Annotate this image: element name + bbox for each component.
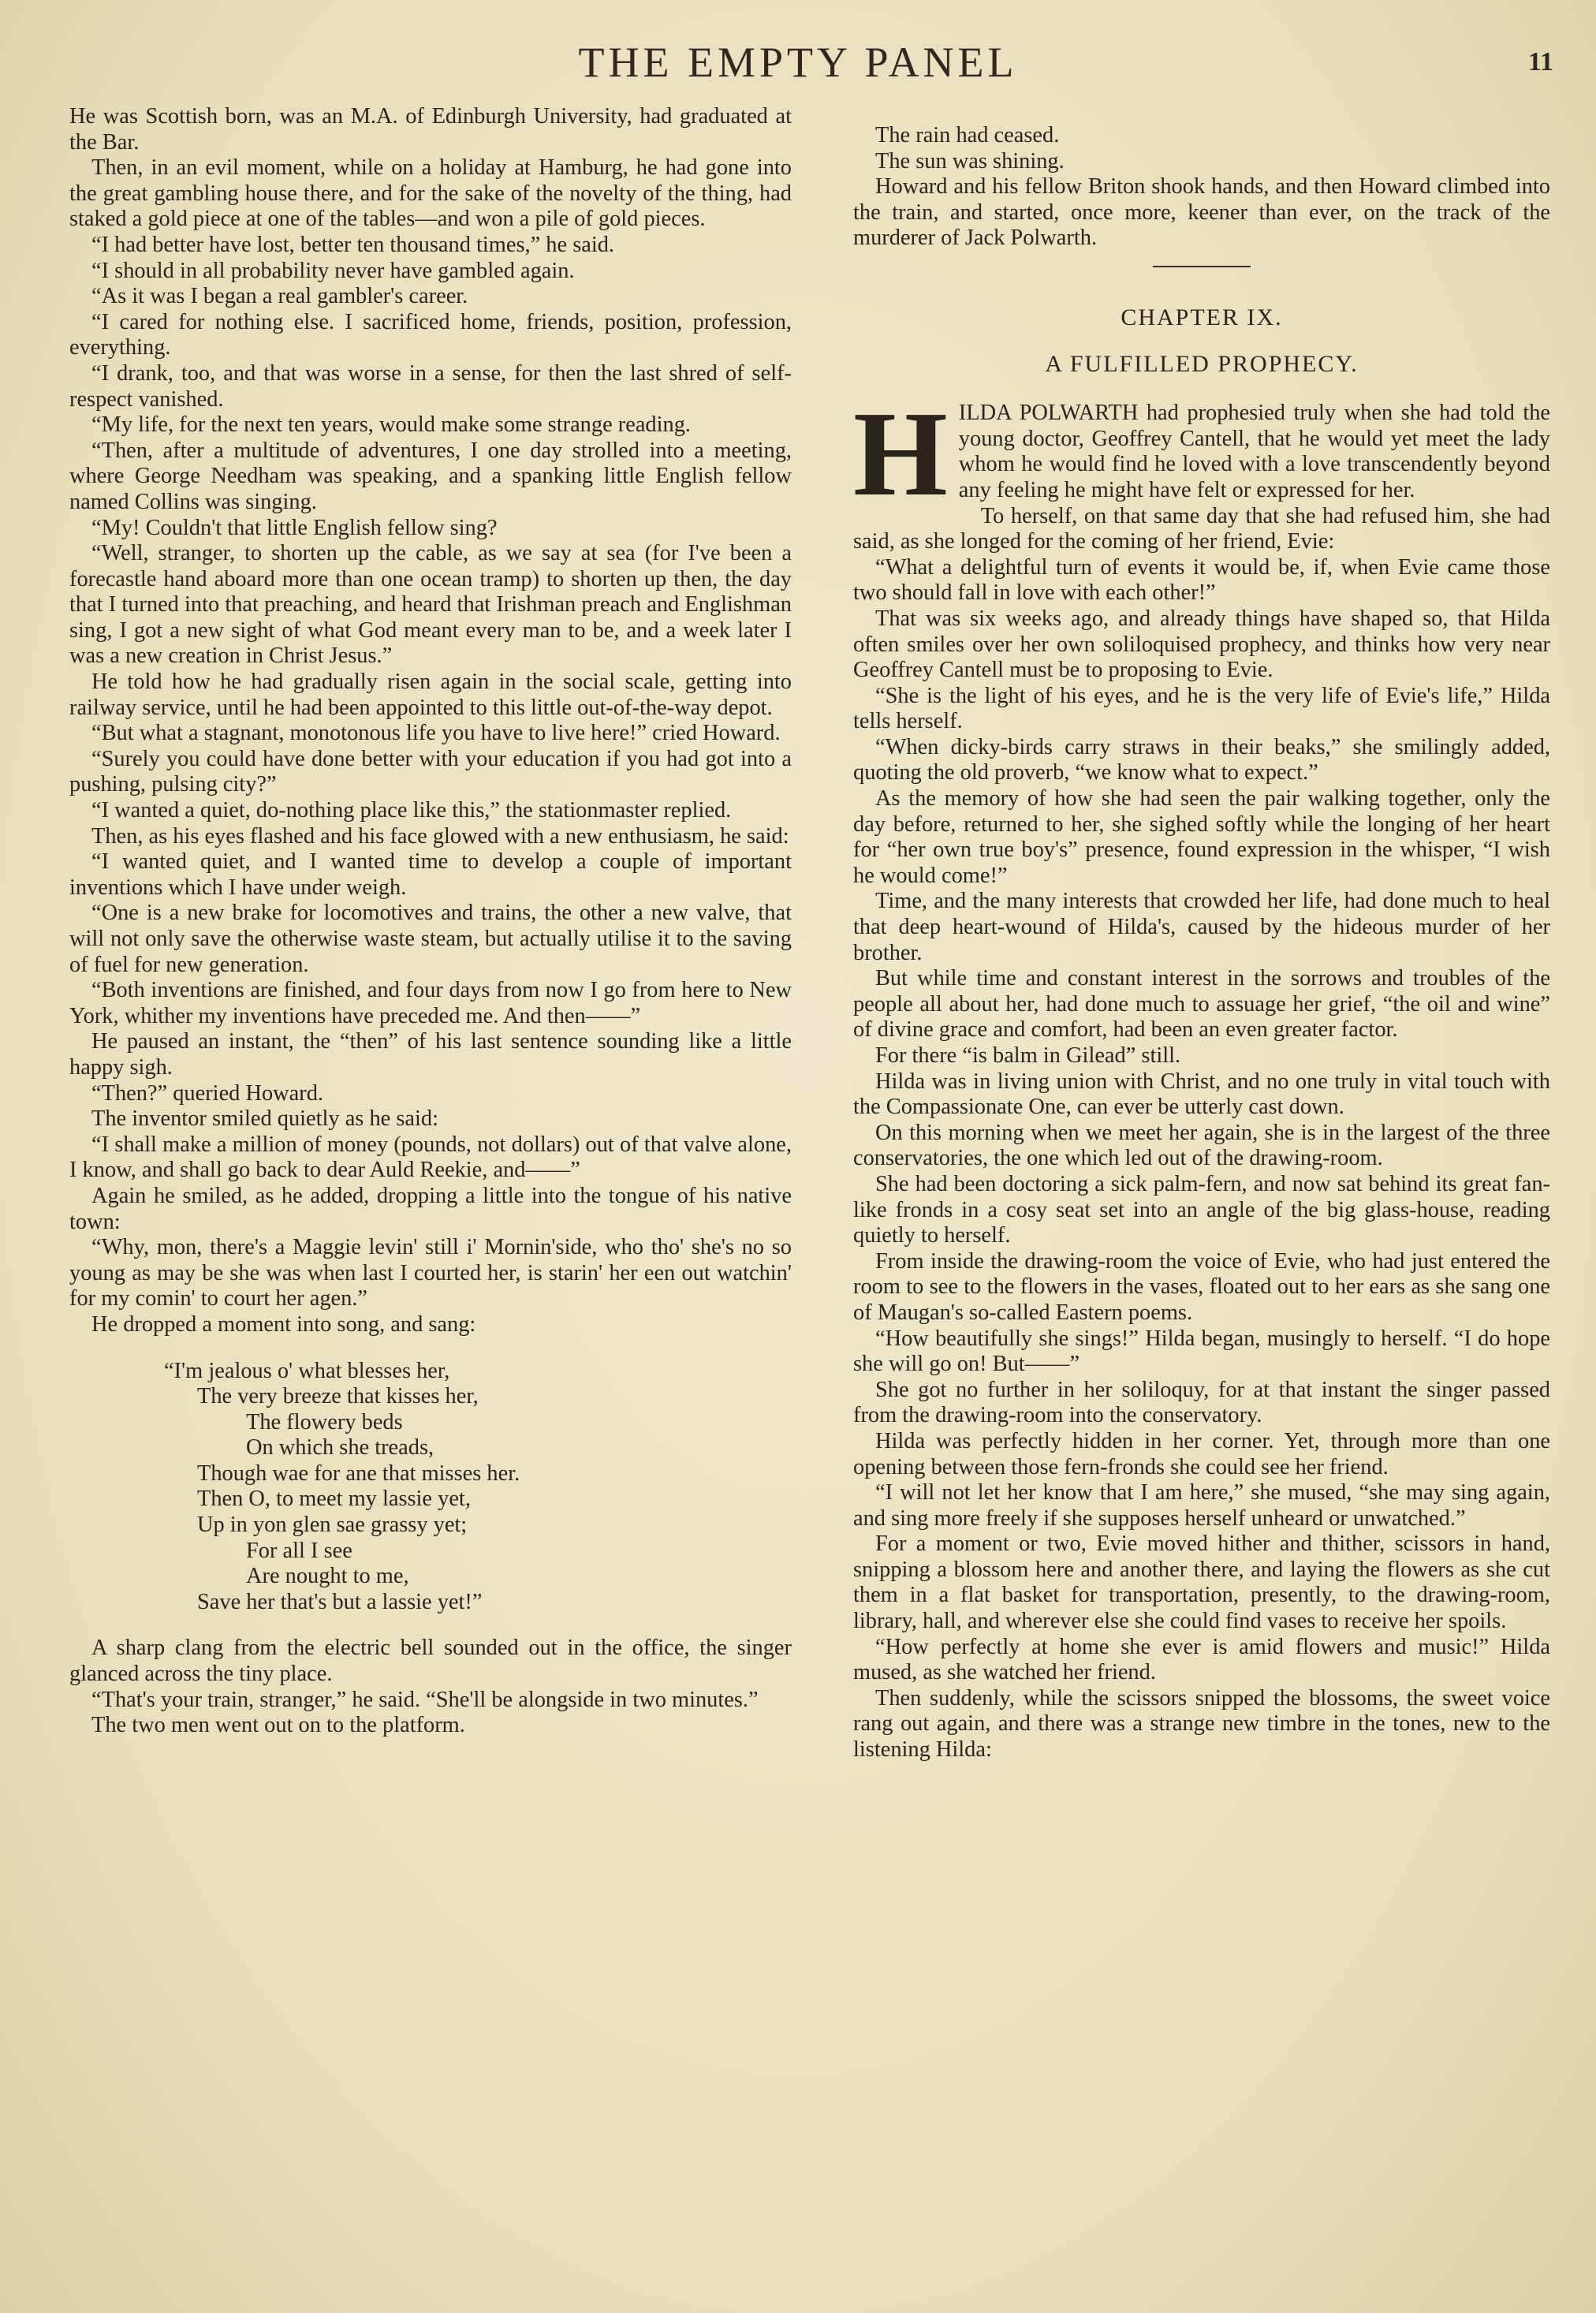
verse-line: “I'm jealous o' what blesses her, (164, 1358, 450, 1383)
verse-line: Then O, to meet my lassie yet, (197, 1487, 471, 1512)
paragraph: On this morning when we meet her again, she is in the largest of the three conservatories, the one which led out of the drawing-room. (853, 1120, 1550, 1171)
paragraph: She had been doctoring a sick palm-fern, and now sat behind its great fan-like fronds in a cosy seat set into an angle of the big glass-house, reading quietly to herself. (853, 1171, 1550, 1248)
paragraph: A sharp clang from the electric bell sounded out in the office, the singer glanced across the tiny place. (69, 1636, 792, 1687)
page-number: 11 (1527, 47, 1553, 76)
paragraph: “I drank, too, and that was worse in a sense, for then the last shred of self-respect vanished. (69, 360, 792, 412)
chapter-opening-paragraph (853, 387, 1550, 522)
verse-line: Are nought to me, (246, 1564, 409, 1589)
paragraph: “How beautifully she sings!” Hilda began, musingly to herself. “I do hope she will go on! But——” (853, 1326, 1550, 1377)
paragraph: He dropped a moment into song, and sang: (91, 1311, 476, 1337)
opening-text: ILDA POLWARTH had prophesied truly when she had told the young doctor, Geoffrey Cantell, that he would yet meet the lady whom he would find he loved with a love transcendently beyond any feeling he might have felt or expressed for her. (958, 401, 1550, 502)
paragraph: The two men went out on to the platform. (91, 1713, 465, 1738)
paragraph: He was Scottish born, was an M.A. of Edinburgh University, had graduated at the Bar. (69, 104, 792, 155)
paragraph: Then, as his eyes flashed and his face glowed with a new enthusiasm, he said: (91, 823, 789, 849)
paragraph: “Both inventions are finished, and four days from now I go from here to New York, whither my inventions have preceded me. And then——” (69, 978, 792, 1028)
paragraph: “Then, after a multitude of adventures, I one day strolled into a meeting, where George Needham was speaking, and a spanking little English fellow named Collins was singing. (69, 438, 792, 514)
paragraph: She got no further in her soliloquy, for at that instant the singer passed from the drawing-room into the conservatory. (853, 1377, 1550, 1428)
paragraph: “I had better have lost, better ten thousand times,” he said. (91, 232, 615, 257)
section-divider (1153, 266, 1251, 267)
paragraph: Hilda was in living union with Christ, and no one truly in vital touch with the Compassionate One, can ever be utterly cast down. (853, 1069, 1550, 1120)
paragraph: But while time and constant interest in the sorrows and troubles of the people all about her, had done much to assuage her grief, “the oil and wine” of divine grace and comfort, had been an even greater factor. (853, 966, 1550, 1043)
verse-line: Up in yon glen sae grassy yet; (197, 1513, 468, 1538)
verse-line: The very breeze that kisses her, (197, 1384, 479, 1409)
right-column (853, 123, 1550, 1763)
paragraph: From inside the drawing-room the voice of Evie, who had just entered the room to see to the flowers in the vases, floated out to her ears as she sang one of Maugan's so-called Eastern poems. (853, 1248, 1550, 1325)
song-verse (69, 1359, 792, 1616)
paragraph: “She is the light of his eyes, and he is the very life of Evie's life,” Hilda tells herself. (853, 683, 1550, 734)
paragraph: “I should in all probability never have gambled again. (91, 258, 575, 283)
chapter-title: A FULFILLED PROPHECY. (1045, 350, 1359, 377)
paragraph: The inventor smiled quietly as he said: (91, 1106, 438, 1132)
left-column (69, 104, 792, 1739)
paragraph: Then suddenly, while the scissors snipped the blossoms, the sweet voice rang out again, and there was a strange new timbre in the tones, new to the listening Hilda: (853, 1685, 1550, 1763)
drop-cap: H (853, 387, 948, 522)
paragraph: That was six weeks ago, and already things have shaped so, that Hilda often smiles over her own soliloquised prophecy, and thinks how very near Geoffrey Cantell must be to proposing to Evie. (853, 606, 1550, 683)
verse-line: Though wae for ane that misses her. (197, 1461, 520, 1486)
chapter-number: CHAPTER IX. (1121, 304, 1283, 330)
paragraph: The rain had ceased. (875, 123, 1060, 147)
paragraph: He paused an instant, the “then” of his last sentence sounding like a little happy sigh. (69, 1029, 792, 1080)
verse-line: The flowery beds (246, 1409, 403, 1434)
page-header (0, 32, 1596, 95)
paragraph: “How perfectly at home she ever is amid flowers and music!” Hilda mused, as she watched her friend. (853, 1634, 1550, 1685)
paragraph: “One is a new brake for locomotives and trains, the other a new valve, that will not only save the otherwise waste steam, but actually utilise it to the saving of fuel for new generation. (69, 901, 792, 977)
paragraph: Time, and the many interests that crowded her life, had done much to heal that deep heart-wound of Hilda's, caused by the hideous murder of her brother. (853, 889, 1550, 965)
paragraph: To herself, on that same day that she had refused him, she had said, as she longed for the coming of her friend, Evie: (853, 503, 1550, 554)
paragraph: For a moment or two, Evie moved hither and thither, scissors in hand, snipping a blossom here and another there, and laying the flowers as she cut them in a flat basket for transportation, presently, to the drawing-room, library, hall, and wherever else she could find vases to receive her spoils. (853, 1531, 1550, 1634)
paragraph: He told how he had gradually risen again in the social scale, getting into railway service, until he had been appointed to this little out-of-the-way depot. (69, 670, 792, 720)
paragraph: “My life, for the next ten years, would make some strange reading. (91, 412, 691, 438)
paragraph: “My! Couldn't that little English fellow sing? (91, 515, 498, 540)
paragraph: The sun was shining. (875, 148, 1065, 173)
paragraph: “I wanted quiet, and I wanted time to develop a couple of important inventions which I have under weigh. (69, 849, 792, 900)
paragraph: “Then?” queried Howard. (91, 1080, 324, 1106)
paragraph: “That's your train, stranger,” he said. “She'll be alongside in two minutes.” (91, 1687, 759, 1712)
paragraph: Then, in an evil moment, while on a holiday at Hamburg, he had gone into the great gambling house there, and for the sake of the novelty of the thing, had staked a gold piece at one of the tables—and won a pile of gold pieces. (69, 155, 792, 232)
paragraph: “Why, mon, there's a Maggie levin' still i' Mornin'side, who tho' she's no so young as may be she was when last I courted her, is starin' her een out watchin' for my comin' to court her agen.” (69, 1235, 792, 1311)
paragraph: “As it was I began a real gambler's career. (91, 284, 468, 309)
paragraph: “Well, stranger, to shorten up the cable, as we say at sea (for I've been a forecastle hand aboard more than one ocean tramp) to shorten up then, the day that I turned into that preaching, and heard that Irishman preach and Englishman sing, I got a new sight of what God meant every man to be, and a week later I was a new creation in Christ Jesus.” (69, 541, 792, 669)
paragraph: “But what a stagnant, monotonous life you have to live here!” cried Howard. (91, 721, 781, 746)
paragraph: “I wanted a quiet, do-nothing place like this,” the stationmaster replied. (91, 798, 732, 823)
verse-line: Save her that's but a lassie yet!” (197, 1589, 483, 1614)
paragraph: “I cared for nothing else. I sacrificed home, friends, position, profession, everything. (69, 309, 792, 360)
paragraph: “I shall make a million of money (pounds, not dollars) out of that valve alone, I know, and shall go back to dear Auld Reekie, and——” (69, 1132, 792, 1183)
paragraph: Howard and his fellow Briton shook hands, and then Howard climbed into the train, and started, once more, keener than ever, on the track of the murderer of Jack Polwarth. (853, 174, 1550, 251)
paragraph: “When dicky-birds carry straws in their beaks,” she smilingly added, quoting the old proverb, “we know what to expect.” (853, 734, 1550, 785)
verse-line: For all I see (246, 1538, 352, 1563)
paragraph: For there “is balm in Gilead” still. (875, 1043, 1181, 1068)
paragraph: “I will not let her know that I am here,” she mused, “she may sing again, and sing more freely if she supposes herself unheard or unwatched.” (853, 1480, 1550, 1531)
paragraph: “Surely you could have done better with your education if you had got into a pushing, pulsing city?” (69, 746, 792, 797)
paragraph: Again he smiled, as he added, dropping a little into the tongue of his native town: (69, 1183, 792, 1234)
paragraph: As the memory of how she had seen the pair walking together, only the day before, returned to her, she sighed softly while the longing of her heart for “her own true boy's” presence, found expression in the whisper, “I wish he would come!” (853, 786, 1550, 888)
paragraph: Hilda was perfectly hidden in her corner. Yet, through more than one opening between those fern-fronds she could see her friend. (853, 1428, 1550, 1479)
running-title: THE EMPTY PANEL (578, 39, 1018, 86)
verse-line: On which she treads, (246, 1435, 434, 1461)
paragraph: “What a delightful turn of events it would be, if, when Evie came those two should fall in love with each other!” (853, 554, 1550, 606)
